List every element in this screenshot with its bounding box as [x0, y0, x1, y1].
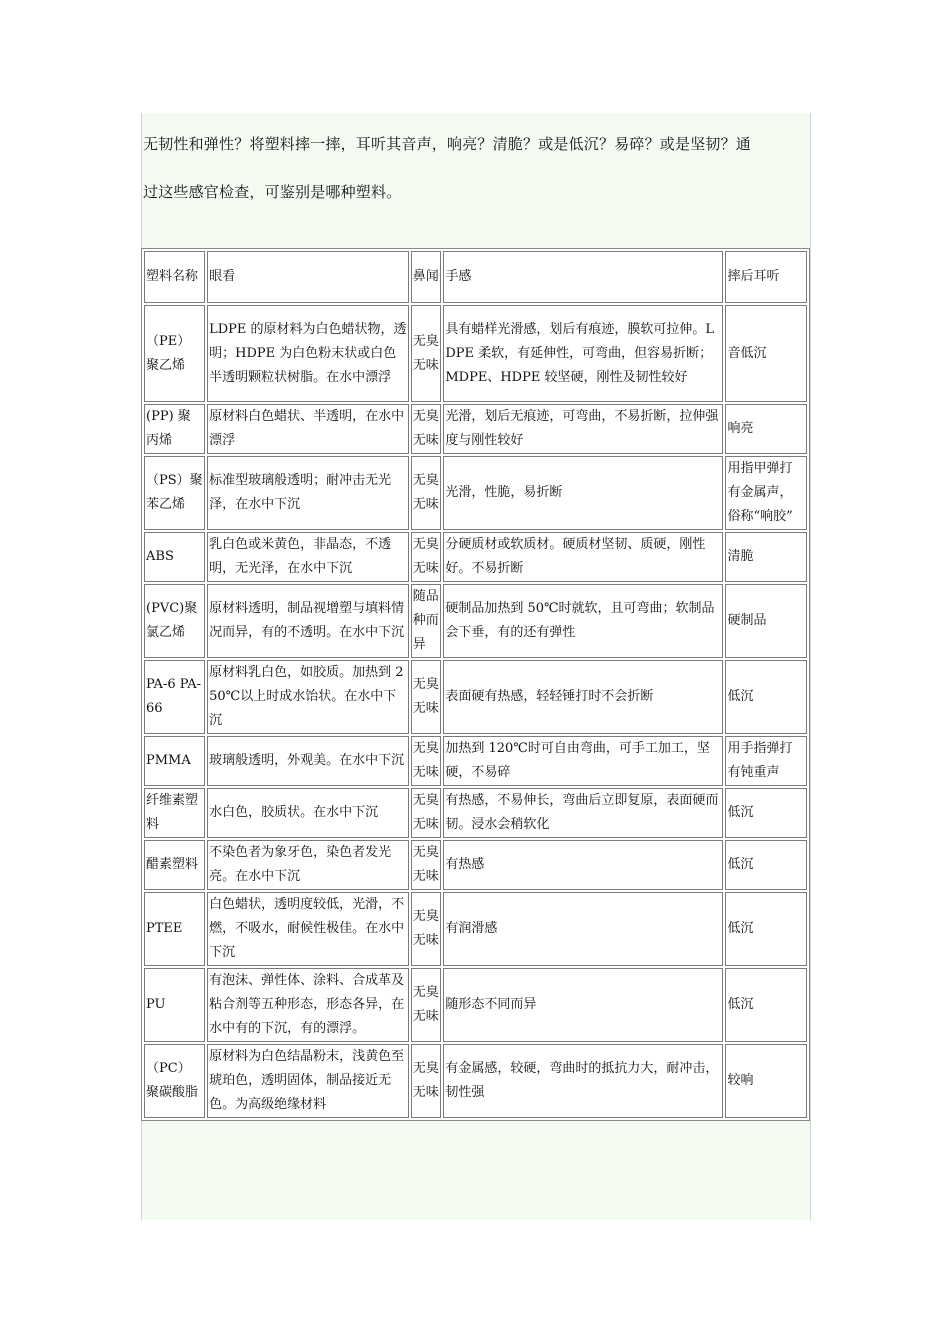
header-cell-smell: 鼻闻 — [411, 251, 442, 303]
cell-smell: 无臭无味 — [411, 660, 442, 734]
cell-sound: 低沉 — [725, 840, 807, 890]
cell-smell: 无臭无味 — [411, 788, 442, 838]
table-row — [144, 892, 807, 966]
cell-smell: 无臭无味 — [411, 305, 442, 402]
table-row — [144, 532, 807, 582]
table-header-row — [144, 251, 807, 303]
cell-smell: 无臭无味 — [411, 404, 442, 454]
cell-smell: 无臭无味 — [411, 1044, 442, 1118]
cell-look: 原材料白色蜡状、半透明，在水中漂浮 — [207, 404, 409, 454]
table-row — [144, 660, 807, 734]
cell-touch: 随形态不同而异 — [443, 968, 723, 1042]
cell-sound: 较响 — [725, 1044, 807, 1118]
cell-name: PTEE — [144, 892, 205, 966]
cell-sound: 音低沉 — [725, 305, 807, 402]
cell-sound: 低沉 — [725, 660, 807, 734]
cell-name: 纤维素塑料 — [144, 788, 205, 838]
cell-sound: 低沉 — [725, 892, 807, 966]
table-row — [144, 584, 807, 658]
table-row — [144, 404, 807, 454]
cell-touch: 有热感 — [443, 840, 723, 890]
table-row — [144, 456, 807, 530]
cell-touch: 具有蜡样光滑感，划后有痕迹，膜软可拉伸。LDPE 柔软，有延伸性，可弯曲，但容易折断；MDPE、HDPE 较坚硬，刚性及韧性较好 — [443, 305, 723, 402]
cell-look: 原材料透明，制品视增塑与填料情况而异，有的不透明。在水中下沉 — [207, 584, 409, 658]
header-cell-touch: 手感 — [443, 251, 723, 303]
cell-touch: 加热到 120℃时可自由弯曲，可手工加工，坚硬，不易碎 — [443, 736, 723, 786]
header-cell-look: 眼看 — [207, 251, 409, 303]
intro-line-1: 无韧性和弹性？将塑料摔一摔，耳听其音声，响亮？清脆？或是低沉？易碎？或是坚韧？通 — [143, 135, 752, 153]
cell-name: PU — [144, 968, 205, 1042]
plastic-identification-table — [141, 248, 810, 1121]
cell-touch: 有金属感，较硬，弯曲时的抵抗力大，耐冲击，韧性强 — [443, 1044, 723, 1118]
cell-smell: 无臭无味 — [411, 456, 442, 530]
cell-name: （PS）聚苯乙烯 — [144, 456, 205, 530]
header-cell-name: 塑料名称 — [144, 251, 205, 303]
cell-name: ABS — [144, 532, 205, 582]
cell-look: 原材料乳白色，如胶质。加热到 250℃以上时成水饴状。在水中下沉 — [207, 660, 409, 734]
cell-look: 乳白色或米黄色，非晶态，不透明，无光泽，在水中下沉 — [207, 532, 409, 582]
cell-touch: 硬制品加热到 50℃时就软，且可弯曲；软制品会下垂，有的还有弹性 — [443, 584, 723, 658]
cell-smell: 无臭无味 — [411, 968, 442, 1042]
cell-touch: 光滑，性脆，易折断 — [443, 456, 723, 530]
cell-smell: 随品种而异 — [411, 584, 442, 658]
intro-line-2: 过这些感官检查，可鉴别是哪种塑料。 — [143, 183, 402, 201]
cell-sound: 低沉 — [725, 968, 807, 1042]
cell-smell: 无臭无味 — [411, 840, 442, 890]
cell-sound: 用手指弹打有钝重声 — [725, 736, 807, 786]
cell-touch: 分硬质材或软质材。硬质材坚韧、质硬，刚性好。不易折断 — [443, 532, 723, 582]
cell-look: 标准型玻璃般透明；耐冲击无光泽，在水中下沉 — [207, 456, 409, 530]
cell-smell: 无臭无味 — [411, 892, 442, 966]
cell-name: 醋素塑料 — [144, 840, 205, 890]
intro-paragraph — [143, 120, 809, 216]
cell-look: 不染色者为象牙色，染色者发光亮。在水中下沉 — [207, 840, 409, 890]
table-row — [144, 788, 807, 838]
cell-name: PA-6 PA-66 — [144, 660, 205, 734]
header-cell-sound: 摔后耳听 — [725, 251, 807, 303]
table-row — [144, 968, 807, 1042]
cell-touch: 光滑，划后无痕迹，可弯曲，不易折断，拉伸强度与刚性较好 — [443, 404, 723, 454]
cell-sound: 用指甲弹打有金属声，俗称“响胶” — [725, 456, 807, 530]
cell-name: （PC）聚碳酸脂 — [144, 1044, 205, 1118]
cell-sound: 清脆 — [725, 532, 807, 582]
cell-sound: 低沉 — [725, 788, 807, 838]
cell-look: 白色蜡状，透明度较低，光滑，不燃，不吸水，耐候性极佳。在水中下沉 — [207, 892, 409, 966]
cell-sound: 硬制品 — [725, 584, 807, 658]
table-row — [144, 305, 807, 402]
cell-name: （PE）聚乙烯 — [144, 305, 205, 402]
cell-name: PMMA — [144, 736, 205, 786]
cell-smell: 无臭无味 — [411, 736, 442, 786]
cell-touch: 有热感，不易伸长，弯曲后立即复原，表面硬而韧。浸水会稍软化 — [443, 788, 723, 838]
cell-name: (PVC)聚氯乙烯 — [144, 584, 205, 658]
cell-name: (PP) 聚丙烯 — [144, 404, 205, 454]
cell-touch: 表面硬有热感，轻轻锤打时不会折断 — [443, 660, 723, 734]
cell-sound: 响亮 — [725, 404, 807, 454]
cell-touch: 有润滑感 — [443, 892, 723, 966]
cell-look: 玻璃般透明，外观美。在水中下沉 — [207, 736, 409, 786]
cell-look: 有泡沫、弹性体、涂料、合成革及粘合剂等五种形态，形态各异，在水中有的下沉，有的漂浮。 — [207, 968, 409, 1042]
cell-look: 原材料为白色结晶粉末，浅黄色至琥珀色，透明固体，制品接近无色。为高级绝缘材料 — [207, 1044, 409, 1118]
cell-look: LDPE 的原材料为白色蜡状物，透明；HDPE 为白色粉末状或白色半透明颗粒状树脂。在水中漂浮 — [207, 305, 409, 402]
cell-look: 水白色，胶质状。在水中下沉 — [207, 788, 409, 838]
table-row — [144, 840, 807, 890]
table-row — [144, 1044, 807, 1118]
cell-smell: 无臭无味 — [411, 532, 442, 582]
table-row — [144, 736, 807, 786]
